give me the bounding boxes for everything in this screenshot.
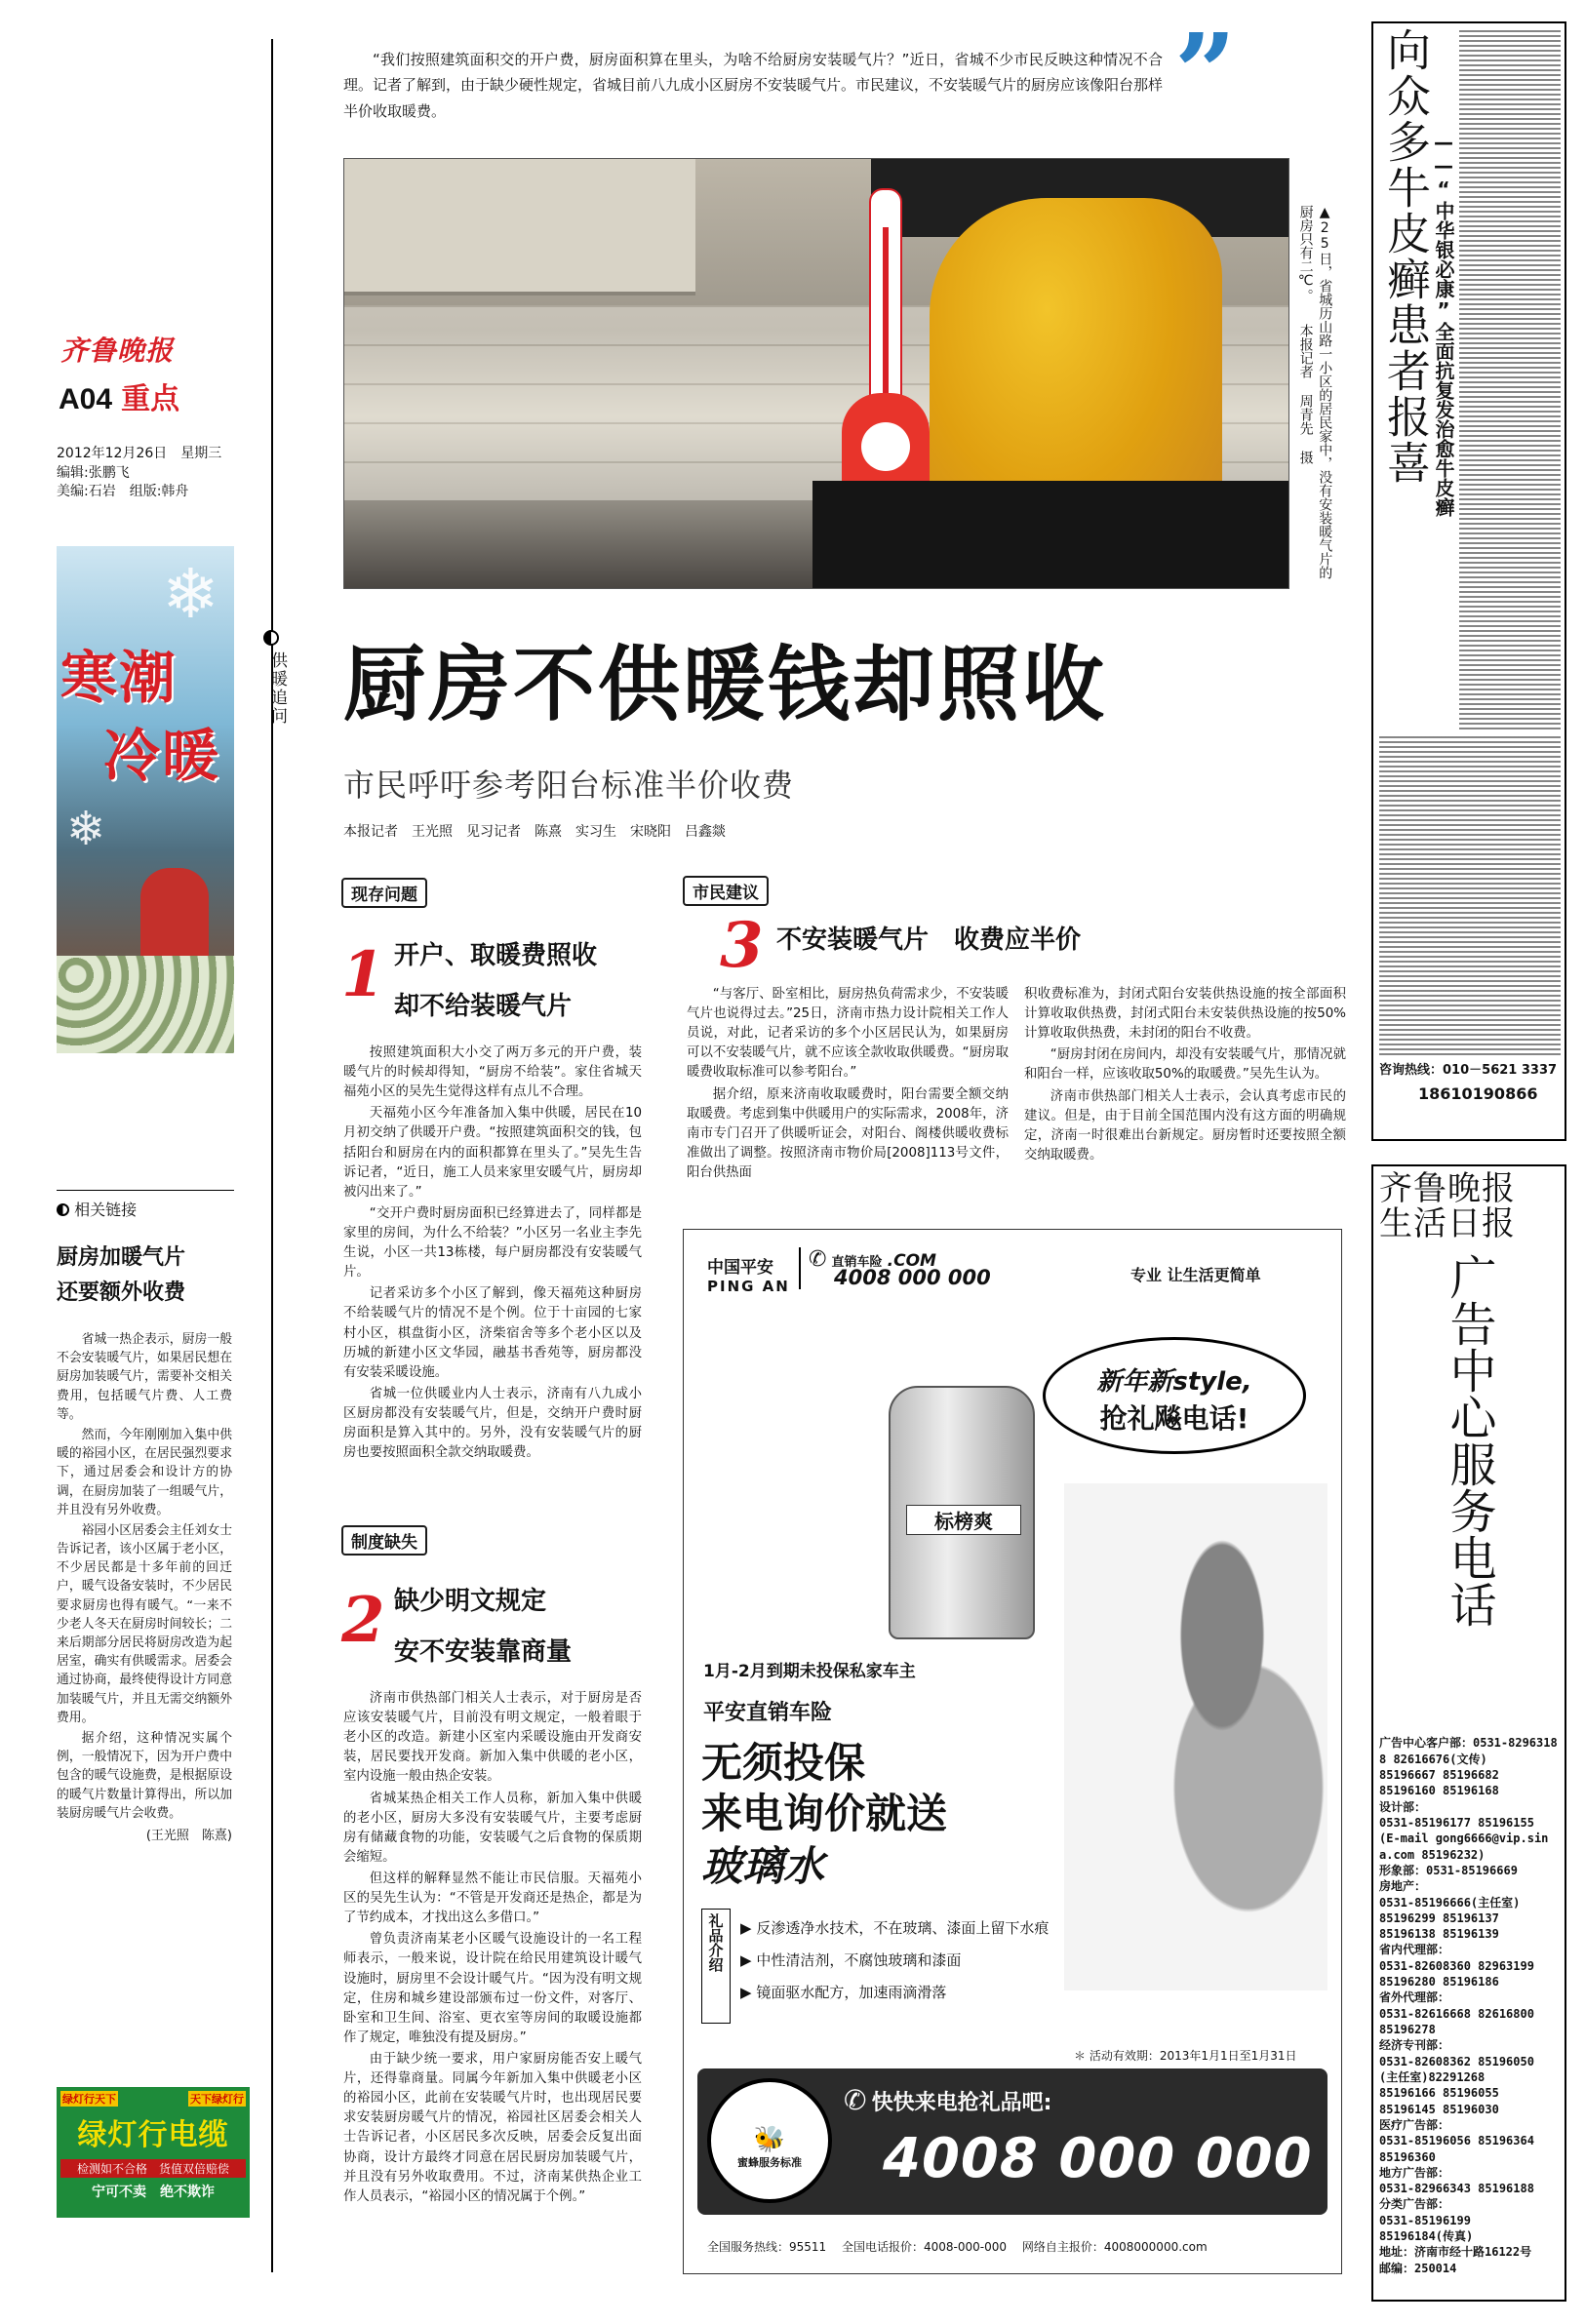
byline: 本报记者 王光照 见习记者 陈熹 实习生 宋晓阳 吕鑫燚 <box>343 824 726 840</box>
contact-line: 0531-82608360 82963199 <box>1379 1958 1534 1973</box>
contact-line: 广告中心客户部：0531-82963188 82616676(文传) <box>1379 1736 1558 1766</box>
contact-line: 85196145 85196030 <box>1379 2102 1499 2116</box>
banner-photo-cabbages <box>57 956 234 1053</box>
ad-phone-line <box>1379 1059 1557 1078</box>
contact-line: 地址：济南市经十路16122号 <box>1379 2245 1532 2260</box>
bee-badge <box>707 2078 832 2203</box>
paragraph: 省城一热企表示，厨房一般不会安装暖气片，如果居民想在厨房加装暖气片，需要补交相关费用，包括暖气片费、人工费等。 <box>57 1332 232 1422</box>
contact-line: 0531-82616668 82616800 <box>1379 2006 1534 2021</box>
call-block <box>844 2084 1051 2116</box>
pingan-ad <box>683 1229 1342 2274</box>
ad-headline: 向众多牛皮癣患者报喜 <box>1379 27 1431 486</box>
photo-credit: 本报记者 周青先 摄 <box>1297 324 1314 464</box>
related-label <box>57 1198 137 1220</box>
intro-quote: “我们按照建筑面积交的开户费，厨房面积算在里头，为啥不给厨房安装暖气片？”近日，省城不少市民反映这种情况不合理。记者了解到，由于缺少硬性规定，省城目前八九成小区厨房不安装暖气片。市民建议，不安装暖气片的厨房应该像阳台那样半价收取暖费。 <box>343 51 1164 120</box>
contact-line: 地方广告部： <box>1379 2165 1450 2180</box>
gift-item <box>740 1912 1049 1945</box>
hotline-logo-com: .COM <box>887 1251 936 1271</box>
snowflake-icon: ❄ <box>66 802 106 856</box>
contact-line: 经济专刊部： <box>1379 2038 1450 2053</box>
main-offer-line2: 来电询价就送 <box>701 1790 948 1837</box>
papers-line1: 齐鲁晚报 <box>1379 1169 1516 1208</box>
gift-list <box>740 1912 1049 2009</box>
bottle-label: 标榜爽 <box>906 1505 1021 1535</box>
right-ad-top <box>1371 21 1566 1141</box>
photo-caption-text: ▲25日，省城历山路一小区的居民家中，没有安装暖气片的厨房只有二℃。 <box>1297 205 1333 579</box>
column-divider <box>271 39 273 2272</box>
paragraph: 据介绍，这种情况实属个例，一般情况下，因为开户费中包含的暖气设施费，是根据原设的暖气片数量计算得出，所以加装厨房暖气片会收费。 <box>57 1730 232 1821</box>
paragraph: 按照建筑面积大小交了两万多元的开户费，装暖气片的时候却得知，“厨房不给装”。家住省城天福苑小区的吴先生觉得这样有点儿不合理。 <box>343 1045 642 1100</box>
editor: 编辑:张鹏飞 <box>57 464 130 481</box>
paragraph: 天福苑小区今年准备加入集中供暖，居民在10月初交纳了供暖开户费。“按照建筑面积交的钱，包括阳台和厨房在内的面积都算在里头了。”吴先生告诉记者，“近日，施工人员来家里安暖气片，厨房却被闪出来了。” <box>343 1106 642 1200</box>
gift-label <box>701 1909 731 2024</box>
papers-line2: 生活日报 <box>1379 1203 1516 1243</box>
paragraph: 积收费标准为，封闭式阳台安装供热设施的按全部面积计算收取供热费，封闭式阳台未安装供热设施的按50%计算收取供热费，未封闭的阳台不收费。 <box>1024 987 1346 1042</box>
period-text: 1月-2月到期未投保私家车主 <box>703 1662 916 1681</box>
ad-fine-print <box>1459 29 1561 729</box>
section-3-body-col1 <box>687 985 1009 1185</box>
gift-item-text: 镜面驱水配方，加速雨滴滑落 <box>756 1984 947 2001</box>
kitchen-cabinet <box>344 159 695 295</box>
bubble-line1: 新年新style, <box>1096 1367 1252 1397</box>
section-2-title-line1: 缺少明文规定 <box>394 1587 547 1616</box>
contact-line: 省外代理部： <box>1379 1990 1450 2005</box>
layout-editor: 组版:韩舟 <box>129 484 189 500</box>
cable-ad-brand1: 绿灯行天下 <box>62 2093 116 2106</box>
ad-fine-print-lower <box>1379 733 1561 1055</box>
contact-line: 85196667 85196682 <box>1379 1768 1499 1782</box>
tag-lack: 制度缺失 <box>341 1525 427 1556</box>
contact-line: 85196160 85196168 <box>1379 1784 1499 1798</box>
divider <box>57 1190 234 1191</box>
speech-bubble <box>1043 1337 1306 1454</box>
footer-hotline: 全国服务热线：95511 <box>707 2240 827 2254</box>
contact-line: 85196138 85196139 <box>1379 1927 1499 1942</box>
arrow-icon: ▶ <box>740 1984 757 2001</box>
subheadline: 市民呼吁参考阳台标准半价收费 <box>343 767 795 804</box>
main-offer-line3: 玻璃水 <box>701 1842 825 1890</box>
contact-line: 85196299 85196137 <box>1379 1910 1499 1925</box>
phone-icon: ✆ <box>844 2084 867 2116</box>
contact-line: 85196360 <box>1379 2149 1436 2164</box>
section-number-1: 1 <box>341 938 385 1011</box>
paragraph: 记者采访多个小区了解到，像天福苑这种厨房不给装暖气片的情况不是个例。位于十亩园的七家村小区，棋盘街小区，济柴宿舍等多个老小区以及历城的新建小区文华园，融基书香苑等，厨房都没有安装采暖设施。 <box>343 1286 642 1380</box>
series-title-line2: 冷暖 <box>103 723 221 789</box>
cable-ad-brand2: 天下绿灯行 <box>190 2093 244 2106</box>
call-label: 快快来电抢礼品吧: <box>871 2091 1052 2115</box>
related-byline: (王光照 陈熹) <box>145 1828 232 1843</box>
footer-web: 网络自主报价：4008000000.com <box>1021 2240 1208 2254</box>
quote-mark-icon: ” <box>1174 10 1237 136</box>
paragraph: 曾负责济南某老小区暖气设施设计的一名工程师表示，一般来说，设计院在给民用建筑设计暖气设施时，厨房里不会设计暖气片。“因为没有明文规定，住房和城乡建设部颁布过一份文件，对客厅、卧室和卫生间、浴室、更衣室等房间的取暖设施都作了规定，唯独没有提及厨房。” <box>343 1932 642 2045</box>
contact-line: 0531-82966343 85196188 <box>1379 2182 1534 2196</box>
page-label <box>59 374 179 417</box>
related-title-line2: 还要额外收费 <box>57 1280 186 1305</box>
pingan-logo-en: PING AN <box>707 1278 790 1295</box>
gift-item-text: 中性清洁剂，不腐蚀玻璃和漆面 <box>756 1951 962 1969</box>
paragraph: 据介绍，原来济南收取暖费时，阳台需要全额交纳取暖费。考虑到集中供暖用户的实际需求，2008年，济南市专门召开了供暖听证会，对阳台、阁楼供暖收费标准做出了调整。按照济南市物价局[2008]113号文件，阳台供热面 <box>687 1086 1009 1180</box>
contact-line: 85196278 <box>1379 2023 1436 2036</box>
contact-line: 0531-85196666(主任室) <box>1379 1895 1521 1910</box>
call-number: 4008 000 000 <box>883 2127 1313 2190</box>
paragraph: 由于缺少统一要求，用户家厨房能否安上暖气片，还得靠商量。同属今年新加入集中供暖老小区的裕园小区，此前在安装暖气片时，也出现居民要求安装厨房暖气片的情况，裕园社区居委会相关人士告诉记者，小区居民多次反映，居委会反复出面协商，设计方最终才同意在居民厨房加装暖气片，并且没有另外收取费用。不过，济南某供热企业工作人员表示，“裕园小区的情况属于个例。” <box>343 2051 642 2204</box>
vertical-column-label: 供暖追问 <box>267 651 287 726</box>
section-3-body-col2 <box>1024 985 1346 1167</box>
contact-line: 85196166 85196055 <box>1379 2086 1499 2101</box>
bee-icon: 🐝 <box>753 2125 786 2154</box>
section-name: 重点 <box>121 382 180 416</box>
brand-line: 平安直销车险 <box>703 1701 833 1725</box>
bee-label: 蜜蜂服务标准 <box>737 2156 802 2169</box>
paragraph: 济南市供热部门相关人士表示，对于厨房是否应该安装暖气片，目前没有明文规定，一般着眼于老小区的改造。新建小区室内采暖设施由开发商安装，居民要找开发商。新加入集中供暖的老小区，室内设施一般由热企安装。 <box>343 1691 642 1785</box>
related-body <box>57 1330 232 1843</box>
gift-item <box>740 1945 1049 1977</box>
paragraph: 裕园小区居委会主任刘女士告诉记者，该小区属于老小区，不少居民都是十多年前的回迁户，暖气设备安装时，不少居民要求厨房也得有暖气。“一来不少老人冬天在厨房时间较长；二来后期部分居民将厨房改造为起居室，确实有供暖需求。居委会通过协商，最终使得设计方同意加装暖气片，并且无需交纳额外费用。 <box>57 1522 232 1725</box>
section-number-2: 2 <box>341 1584 385 1657</box>
gift-item-text: 反渗透净水技术，不在玻璃、漆面上留下水痕 <box>756 1919 1050 1937</box>
cable-ad-slogan2: 宁可不卖 绝不欺诈 <box>92 2185 215 2200</box>
headline: 厨房不供暖钱却照收 <box>343 637 1108 732</box>
section-1-title-line1: 开户、取暖费照收 <box>394 941 598 970</box>
contact-line: 85196184(传真) <box>1379 2229 1474 2244</box>
contact-line: 设计部： <box>1379 1799 1427 1814</box>
section-number-3: 3 <box>720 909 764 982</box>
paragraph: 然而，今年刚刚加入集中供暖的裕园小区，在居民强烈要求下，通过居委会和设计方的协调，在厨房加装了一组暖气片，并且没有另外收费。 <box>57 1427 232 1517</box>
photo-caption <box>1295 205 1333 585</box>
contact-line: 0531-85196056 85196364 <box>1379 2134 1534 2148</box>
snowflake-icon: ❄ <box>162 554 219 634</box>
pingan-logo-cn: 中国平安 <box>707 1258 773 1278</box>
contact-line: 省内代理部： <box>1379 1943 1450 1957</box>
hotline-logo-label: 直销车险 <box>831 1255 883 1270</box>
hotline-logo-number: 4008 000 000 <box>834 1266 991 1289</box>
contact-line: 房地产： <box>1379 1879 1427 1894</box>
contact-line: 0531-82608362 85196050 <box>1379 2054 1534 2068</box>
cable-ad-main: 绿灯行电缆 <box>77 2118 229 2152</box>
pingan-logo <box>707 1253 790 1295</box>
cable-ad-slogan: 检测如不合格 货值双倍赔偿 <box>60 2159 246 2178</box>
section-1-title-line2: 却不给装暖气片 <box>394 992 573 1021</box>
paper-name: 齐鲁晚报 <box>60 335 175 367</box>
paragraph: “交开户费时厨房面积已经算进去了，同样都是家里的房间，为什么不给装？”小区另一名业主李先生说，小区一共13栋楼，每户厨房都没有安装暖气片。 <box>343 1205 642 1280</box>
contact-line: 邮编：250014 <box>1379 2261 1457 2275</box>
half-circle-icon <box>57 1203 69 1216</box>
ad-subhead: ——“中华银必康”全面抗复发治愈牛皮癣 <box>1432 131 1455 517</box>
main-offer-line1: 无须投保 <box>701 1739 866 1787</box>
gift-label-text: 礼品介绍 <box>706 1913 725 1972</box>
gift-item <box>740 1977 1049 2009</box>
valid-period: ＊ 活动有效期：2013年1月1日至1月31日 <box>1074 2049 1297 2063</box>
arrow-icon: ▶ <box>740 1951 757 1969</box>
issue-weekday: 星期三 <box>180 446 222 461</box>
related-title-line1: 厨房加暖气片 <box>57 1245 186 1270</box>
bottle-image <box>889 1386 1035 1639</box>
paragraph: “厨房封闭在房间内，却没有安装暖气片，那情况就和阳台一样，应该收取50%的取暖费。”吴先生认为。 <box>1024 1047 1346 1083</box>
page-number: A04 <box>59 383 113 415</box>
half-circle-icon <box>263 630 279 646</box>
contact-line: 85196280 85196186 <box>1379 1975 1499 1989</box>
contact-line: (主任室)82291268 <box>1379 2069 1486 2084</box>
contact-line: 0531-85196177 85196155 <box>1379 1815 1534 1830</box>
ad-phone: 010－5621 3337 <box>1443 1063 1558 1078</box>
ad-phone-label: 咨询热线： <box>1379 1063 1444 1078</box>
service-title: 广告中心服务电话 <box>1442 1253 1496 1629</box>
paragraph: 但这样的解释显然不能让市民信服。天福苑小区的吴先生认为：“不管是开发商还是热企，都是为了节约成本，才找出这么多借口。” <box>343 1871 642 1926</box>
bubble-line2: 抢礼飚电话! <box>1099 1402 1249 1435</box>
series-title-line1: 寒潮 <box>60 645 178 711</box>
ad-mobile: 18610190866 <box>1418 1084 1538 1103</box>
tag-suggest: 市民建议 <box>683 876 769 906</box>
masthead-info <box>57 445 232 502</box>
section-3-title: 不安装暖气片 收费应半价 <box>776 926 1082 955</box>
art-editor: 美编:石岩 <box>57 484 116 500</box>
dancers-illustration <box>1064 1483 1327 1990</box>
section-2-body <box>343 1689 642 2209</box>
hotline-logo <box>799 1247 991 1289</box>
contact-line: 分类广告部： <box>1379 2197 1450 2212</box>
contact-line: 形象部：0531-85196669 <box>1379 1863 1518 1877</box>
paragraph: 济南市供热部门相关人士表示，会认真考虑市民的建议。但是，由于目前全国范围内没有这方面的明确规定，济南一时很难出台新规定。厨房暂时还要按照全额交纳取暖费。 <box>1024 1088 1346 1162</box>
contact-line: (E-mail gong6666@vip.sina.com 85196232) <box>1379 1832 1549 1862</box>
paragraph: 省城一位供暖业内人士表示，济南有八九成小区厨房都没有安装暖气片，但是，交纳开户费时厨房面积是算入其中的。另外，没有安装暖气片的厨房也要按照面积全款交纳取暖费。 <box>343 1386 642 1461</box>
phone-icon: ✆ <box>809 1247 827 1272</box>
main-photo <box>343 158 1289 589</box>
section-1-body <box>343 1044 642 1465</box>
arrow-icon: ▶ <box>740 1919 757 1937</box>
issue-date: 2012年12月26日 <box>57 446 168 461</box>
bottom-bar <box>697 2068 1327 2215</box>
pingan-slogan: 专业 让生活更简单 <box>1130 1266 1261 1284</box>
paragraph: “与客厅、卧室相比，厨房热负荷需求少，不安装暖气片也说得过去。”25日，济南市热力设计院相关工作人员说，对此，记者采访的多个小区居民认为，如果厨房可以不安装暖气片，就不应该全款收取供暖费。“厨房取暖费收取标准可以参考阳台。” <box>687 987 1009 1081</box>
contact-list <box>1379 1735 1559 2276</box>
contact-line: 0531-85196199 <box>1379 2213 1471 2227</box>
footer-phone: 全国电话报价：4008-000-000 <box>842 2240 1008 2254</box>
tag-existing: 现存问题 <box>341 878 427 908</box>
related-label-text: 相关链接 <box>74 1201 138 1219</box>
section-2-title-line2: 安不安装靠商量 <box>394 1637 573 1667</box>
series-banner <box>57 546 234 1053</box>
contact-line: 医疗广告部： <box>1379 2117 1450 2132</box>
cable-ad <box>57 2087 250 2218</box>
paragraph: 省城某热企相关工作人员称，新加入集中供暖的老小区，厨房大多没有安装暖气片，主要考虑厨房有储藏食物的功能，安装暖气之后食物的保质期会缩短。 <box>343 1791 642 1865</box>
footer-line <box>707 2238 1208 2255</box>
stove <box>812 481 1289 589</box>
right-ad-bottom <box>1371 1164 1566 2302</box>
